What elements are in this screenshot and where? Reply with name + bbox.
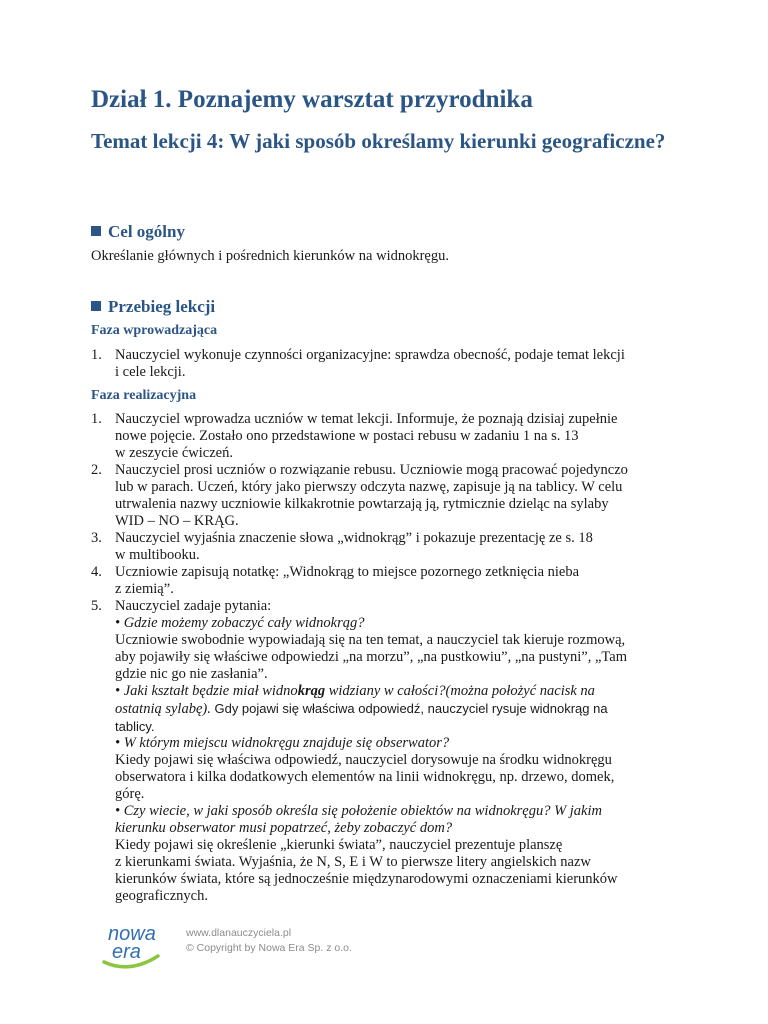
- page-footer: [100, 918, 520, 978]
- svg-text:nowa: nowa: [108, 923, 156, 945]
- list-item: 2. Nauczyciel prosi uczniów o rozwiązanie rebusu. Uczniowie mogą pracować pojedynczo lub w parach. Uczeń, który jako pierwszy odczyta nazwę, zapisuje ją na tablicy. W celu utrwalenia nazwy uczniowie kilkakrotnie powtarzają ją, rytmicznie dzieląc na sylaby WID – NO – KRĄG.: [91, 462, 628, 529]
- intro-phase-heading: Faza wprowadzająca: [91, 323, 218, 338]
- question-3: • W którym miejscu widnokręgu znajduje się obserwator?: [115, 735, 450, 751]
- goal-text: Określanie głównych i pośrednich kierunków na widnokręgu.: [91, 248, 449, 264]
- lesson-topic-title: Temat lekcji 4: W jaki sposób określamy kierunki geograficzne?: [91, 129, 666, 153]
- question-2: • Jaki kształt będzie miał widnokrąg widziany w całości?(można położyć nacisk na: [115, 683, 595, 699]
- footer-text: [186, 926, 352, 956]
- footer-copyright: © Copyright by Nowa Era Sp. z o.o.: [186, 942, 352, 954]
- list-item: 1. Nauczyciel wprowadza uczniów w temat lekcji. Informuje, że poznają dzisiaj zupełnie nowe pojęcie. Zostało ono przedstawione w postaci rebusu w zadaniu 1 na s. 13 w zeszycie ćwiczeń.: [91, 411, 618, 461]
- svg-text:era: era: [112, 941, 141, 963]
- nowa-era-logo: [100, 918, 180, 978]
- footer-url[interactable]: www.dlanauczyciela.pl: [186, 927, 292, 939]
- list-item: 4. Uczniowie zapisują notatkę: „Widnokrąg to miejsce pozornego zetknięcia nieba z ziemią”.: [91, 564, 580, 597]
- list-item: 1. Nauczyciel wykonuje czynności organizacyjne: sprawdza obecność, podaje temat lekcji i cele lekcji.: [91, 347, 625, 380]
- list-item: 3. Nauczyciel wyjaśnia znaczenie słowa „widnokrąg” i pokazuje prezentację ze s. 18 w multibooku.: [91, 530, 593, 563]
- main-phase-heading: Faza realizacyjna: [91, 388, 197, 403]
- square-bullet-icon: [91, 226, 101, 236]
- intro-phase-list: [91, 347, 681, 381]
- chapter-title: Dział 1. Poznajemy warsztat przyrodnika: [91, 86, 533, 113]
- goal-section-heading: Cel ogólny: [91, 222, 185, 242]
- list-item: 5. Nauczyciel zadaje pytania: • Gdzie możemy zobaczyć cały widnokrąg? Uczniowie swobodnie wypowiadają się na ten temat, a nauczyciel tak kieruje rozmową, aby pojawiły się właściwe odpowiedzi „na morzu”, „na pustkowiu”, „na pustyni”, „Tam gdzie nic go nie zasłania”. • Jaki kształt będzie miał widnokrąg widziany w całości?(można położyć nacisk na ostatnią sylabę). Gdy pojawi się właściwa odpowiedź, nauczyciel rysuje widnokrąg na tablicy. • W którym miejscu widnokręgu znajduje się obserwator? Kiedy pojawi się właściwa odpowiedź, nauczyciel dorysowuje na środku widnokręgu obserwatora i kilka dodatkowych elementów na linii widnokręgu, np. drzewo, domek, górę. • Czy wiecie, w jaki sposób określa się położenie obiektów na widnokręgu? W jakim kierunku obserwator musi popatrzeć, żeby zobaczyć dom? Kiedy pojawi się określenie „kierunki świata”, nauczyciel prezentuje planszę z kierunkami świata. Wyjaśnia, że N, S, E i W to pierwsze litery angielskich nazw kierunków świata, które są jednocześnie międzynarodowymi oznaczeniami kierunków geograficznych.: [91, 598, 681, 905]
- question-1: • Gdzie możemy zobaczyć cały widnokrąg?: [115, 615, 365, 631]
- lesson-section-heading: Przebieg lekcji: [91, 297, 215, 317]
- main-phase-list: [91, 411, 681, 905]
- square-bullet-icon: [91, 301, 101, 311]
- question-4: • Czy wiecie, w jaki sposób określa się położenie obiektów na widnokręgu? W jakim: [115, 803, 602, 819]
